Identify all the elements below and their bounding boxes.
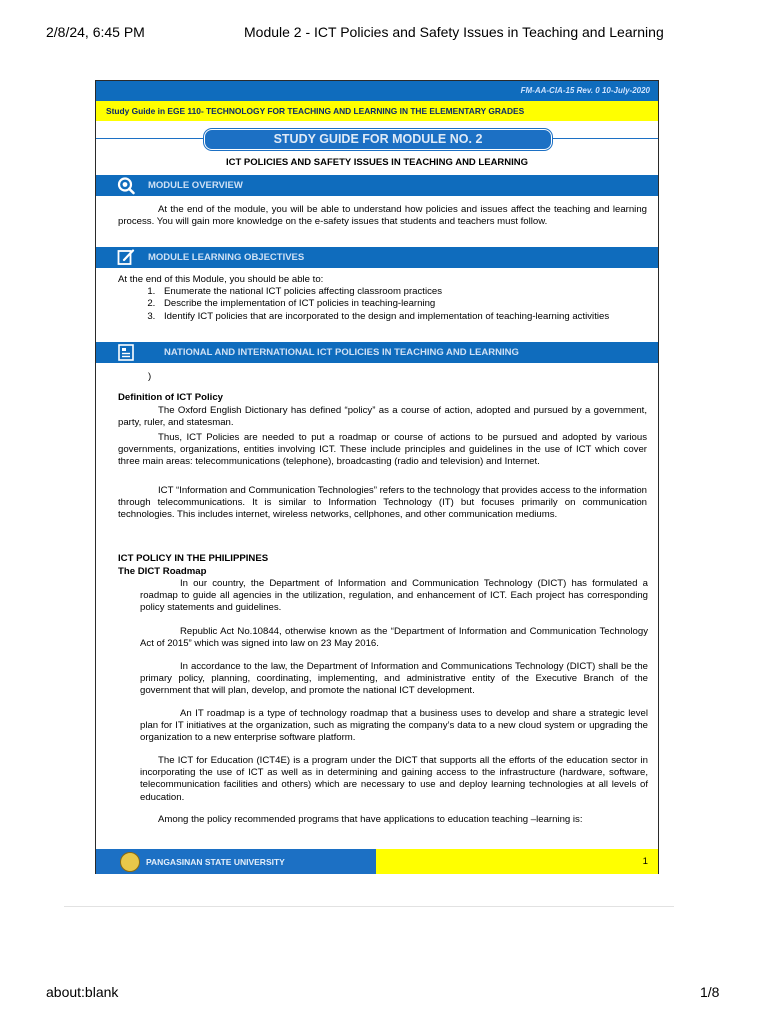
definition-paragraph-2: Thus, ICT Policies are needed to put a roadmap or course of actions to be pursued and adopted by various governments, organizations, entities involving ICT. These include principles and guidelines in the use of ICT which cover three main areas: telecommunications (telephone), broadcasting (radio and television) and Internet. (118, 432, 647, 468)
objectives-list (118, 286, 647, 323)
ph-policy-paragraph-5: The ICT for Education (ICT4E) is a program under the DICT that supports all the efforts of the education sector in incorporating the use of ICT as well as in determining and gaining access to the infrastructure (hardware, software, telecommunication facilities and others) which are necessary to use and deploy learning technologies at all levels of education. (140, 755, 648, 803)
study-guide-strip (96, 101, 658, 121)
objective-item: 3. Identify ICT policies that are incorporated to the design and implementation of teaching-learning activities (158, 311, 647, 323)
definition-paragraph-1: The Oxford English Dictionary has defined “policy” as a course of action, adopted and pursued by a government, party, ruler, and statesman. (118, 405, 647, 429)
footer-university-name: PANGASINAN STATE UNIVERSITY (146, 857, 285, 867)
ph-policy-paragraph-4: An IT roadmap is a type of technology roadmap that a business uses to develop and share a strategic level plan for IT initiatives at the organization, such as migrating the company’s data to a new cloud system or upgrading the organization to a new enterprise software platform. (140, 708, 648, 744)
print-datetime: 2/8/24, 6:45 PM (46, 24, 145, 40)
print-doc-title: Module 2 - ICT Policies and Safety Issues in Teaching and Learning (244, 24, 664, 40)
document-icon (116, 343, 136, 362)
ph-policy-paragraph-6: Among the policy recommended programs that have applications to education teaching –learning is: (158, 814, 583, 825)
pencil-note-icon (116, 248, 136, 267)
objectives-intro: At the end of this Module, you should be able to: (118, 274, 324, 285)
definition-heading: Definition of ICT Policy (118, 392, 223, 403)
print-page-counter: 1/8 (700, 984, 720, 1000)
footer-page-number: 1 (642, 856, 648, 867)
module-banner (204, 129, 552, 150)
section-header-overview (96, 175, 658, 196)
footer-page-band (376, 849, 658, 874)
print-url: about:blank (46, 984, 119, 1000)
study-guide-line: Study Guide in EGE 110- TECHNOLOGY FOR TEACHING AND LEARNING IN THE ELEMENTARY GRADES (106, 106, 525, 116)
ph-policy-subheading: The DICT Roadmap (118, 566, 207, 577)
magnifier-icon (116, 176, 136, 195)
section-label-overview: MODULE OVERVIEW (148, 180, 243, 191)
footer-university-band (96, 849, 376, 874)
ph-policy-paragraph-3: In accordance to the law, the Department of Information and Communications Technology (DICT) shall be the primary policy, planning, coordinating, implementing, and administrative entity of the Executive Branch of the government that will plan, develop, and promote the national ICT development. (140, 661, 648, 697)
main-title: ICT POLICIES AND SAFETY ISSUES IN TEACHING AND LEARNING (225, 157, 529, 168)
objective-item: 1. Enumerate the national ICT policies affecting classroom practices (158, 286, 647, 298)
form-code-strip (96, 81, 658, 101)
section-header-national (96, 342, 658, 363)
module-banner-text: STUDY GUIDE FOR MODULE NO. 2 (273, 132, 483, 146)
section-label-objectives: MODULE LEARNING OBJECTIVES (148, 252, 305, 263)
form-code: FM-AA-CIA-15 Rev. 0 10-July-2020 (520, 86, 650, 95)
overview-paragraph: At the end of the module, you will be able to understand how policies and issues affect the teaching and learning process. You will gain more knowledge on the e-safety issues that students and teachers must follow. (118, 204, 647, 228)
ph-policy-paragraph-1: In our country, the Department of Information and Communication Technology (DICT) has formulated a roadmap to guide all agencies in the utilization, regulation, and enhancement of ICT. Each project has corresponding policy statements and guidelines. (140, 578, 648, 614)
ph-policy-heading: ICT POLICY IN THE PHILIPPINES (118, 553, 269, 564)
definition-paragraph-3: ICT “Information and Communication Technologies” refers to the technology that provides access to the information through telecommunications. It is similar to Information Technology (IT) but focuses primarily on communication technologies. This includes internet, wireless networks, cellphones, and other communication mediums. (118, 485, 647, 521)
university-seal-icon (120, 852, 140, 872)
section-header-objectives (96, 247, 658, 268)
page-bottom-edge (64, 906, 674, 907)
objective-item: 2. Describe the implementation of ICT policies in teaching-learning (158, 298, 647, 310)
ph-policy-paragraph-2: Republic Act No.10844, otherwise known as the “Department of Information and Communication Technology Act of 2015” which was signed into law on 23 May 2016. (140, 626, 648, 650)
objectives-block (118, 274, 647, 323)
document-page (95, 80, 659, 874)
stray-mark: ) (148, 371, 152, 382)
section-label-national: NATIONAL AND INTERNATIONAL ICT POLICIES IN TEACHING AND LEARNING (164, 347, 519, 358)
